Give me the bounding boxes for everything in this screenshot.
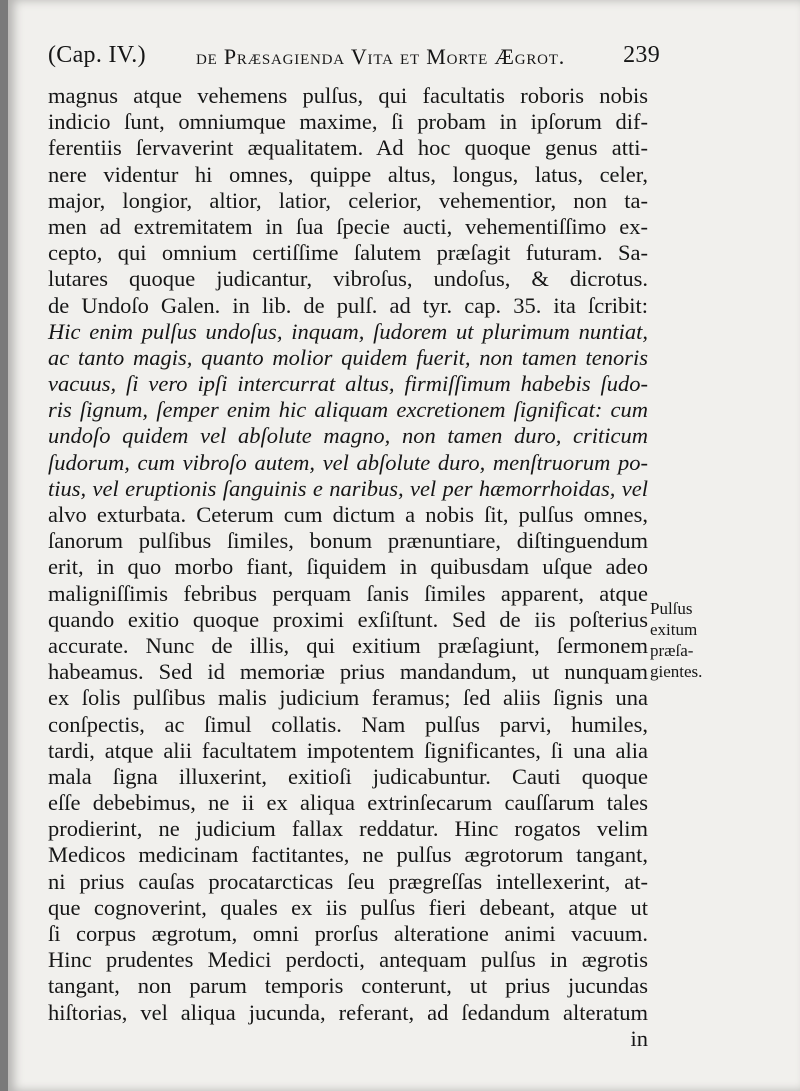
text-line: magnus atque vehemens pulſus, qui facultatis roboris nobis bbox=[48, 83, 648, 108]
margin-note-line: præſa- bbox=[650, 641, 694, 660]
text-line: erit, in quo morbo fiant, ſiquidem in quibusdam uſque adeo bbox=[48, 554, 648, 580]
text-line: quando exitio quoque proximi exſiſtunt. Sed de iis poſterius bbox=[48, 606, 648, 632]
text-line: eſſe debebimus, ne ii ex aliqua extrinſecarum cauſſarum tales bbox=[48, 790, 648, 816]
text-line: Hic enim pulſus undoſus, inquam, ſudorem ut plurimum nuntiat, bbox=[48, 318, 648, 344]
text-line: de Undoſo Galen. in lib. de pulſ. ad tyr. cap. 35. ita ſcribit: bbox=[48, 292, 648, 318]
text-line: maligniſſimis febribus perquam ſanis ſimiles apparent, atque bbox=[48, 580, 648, 606]
text-line: nere videntur hi omnes, quippe altus, longus, latus, celer, bbox=[48, 161, 648, 187]
text-line: tius, vel eruptionis ſanguinis e naribus, vel per hæmorrhoidas, vel bbox=[48, 475, 648, 501]
text-line: mala ſigna illuxerint, exitioſi judicabuntur. Cauti quoque bbox=[48, 763, 648, 789]
text-line: ex ſolis pulſibus malis judicium feramus; ſed aliis ſignis una bbox=[48, 685, 648, 711]
main-text bbox=[48, 83, 648, 1052]
text-line: men ad extremitatem in ſua ſpecie aucti, vehementiſſimo ex- bbox=[48, 213, 648, 239]
text-line: accurate. Nunc de illis, qui exitium præſagiunt, ſermonem bbox=[48, 632, 648, 658]
text-line: Hinc prudentes Medici perdocti, antequam pulſus in ægrotis bbox=[48, 947, 648, 973]
margin-note bbox=[650, 598, 720, 682]
text-line: tardi, atque alii facultatem impotentem ſignificantes, ſi una alia bbox=[48, 737, 648, 763]
text-line: prodierint, ne judicium fallax reddatur. Hinc rogatos velim bbox=[48, 816, 648, 842]
text-line: ac tanto magis, quanto molior quidem fuerit, non tamen tenoris bbox=[48, 344, 648, 370]
text-line: ni prius cauſas procatarcticas ſeu prægreſſas intellexerint, at- bbox=[48, 868, 648, 894]
margin-note-line: Pulſus bbox=[650, 599, 693, 618]
running-header bbox=[48, 40, 660, 76]
chapter-label: (Cap. IV.) bbox=[48, 42, 146, 68]
text-line: ferentiis ſervaverint æqualitatem. Ad hoc quoque genus atti- bbox=[48, 135, 648, 161]
text-line: ſanorum pulſibus ſimiles, bonum prænuntiare, diſtinguendum bbox=[48, 528, 648, 554]
text-line: vacuus, ſi vero ipſi intercurrat altus, firmiſſimum habebis ſudo- bbox=[48, 371, 648, 397]
catchword: in bbox=[630, 1025, 648, 1051]
page-number: 239 bbox=[623, 42, 660, 68]
text-line: indicio ſunt, omniumque maxime, ſi probam in ipſorum dif- bbox=[48, 109, 648, 135]
text-line: major, longior, altior, latior, celerior, vehementior, non ta- bbox=[48, 187, 648, 213]
text-line: hiſtorias, vel aliqua jucunda, referant, ad ſedandum alteratum bbox=[48, 999, 648, 1025]
text-line: tangant, non parum temporis conterunt, ut prius jucundas bbox=[48, 973, 648, 999]
running-title: de Præsagienda Vita et Morte Ægrot. bbox=[196, 44, 566, 69]
text-line: ris ſignum, ſemper enim hic aliquam excretionem ſignificat: cum bbox=[48, 397, 648, 423]
text-line: que cognoverint, quales ex iis pulſus fieri debeant, atque ut bbox=[48, 894, 648, 920]
text-line: ſudorum, cum vibroſo autem, vel abſolute duro, menſtruorum po- bbox=[48, 449, 648, 475]
margin-note-line: exitum bbox=[650, 620, 698, 639]
text-line: cepto, qui omnium certiſſime ſalutem præſagit futuram. Sa- bbox=[48, 240, 648, 266]
text-line: conſpectis, ac ſimul collatis. Nam pulſus parvi, humiles, bbox=[48, 711, 648, 737]
text-line: undoſo quidem vel abſolute magno, non tamen duro, criticum bbox=[48, 423, 648, 449]
text-line: alvo exturbata. Ceterum cum dictum a nobis ſit, pulſus omnes, bbox=[48, 502, 648, 527]
text-line: Medicos medicinam factitantes, ne pulſus ægrotorum tangant, bbox=[48, 842, 648, 868]
book-page bbox=[8, 0, 800, 1091]
text-line: lutares quoque judicantur, vibroſus, undoſus, & dicrotus. bbox=[48, 266, 648, 292]
text-line: ſi corpus ægrotum, omni prorſus alteratione animi vacuum. bbox=[48, 921, 648, 946]
margin-note-line: gientes. bbox=[650, 662, 703, 681]
text-line: habeamus. Sed id memoriæ prius mandandum, ut nunquam bbox=[48, 659, 648, 685]
